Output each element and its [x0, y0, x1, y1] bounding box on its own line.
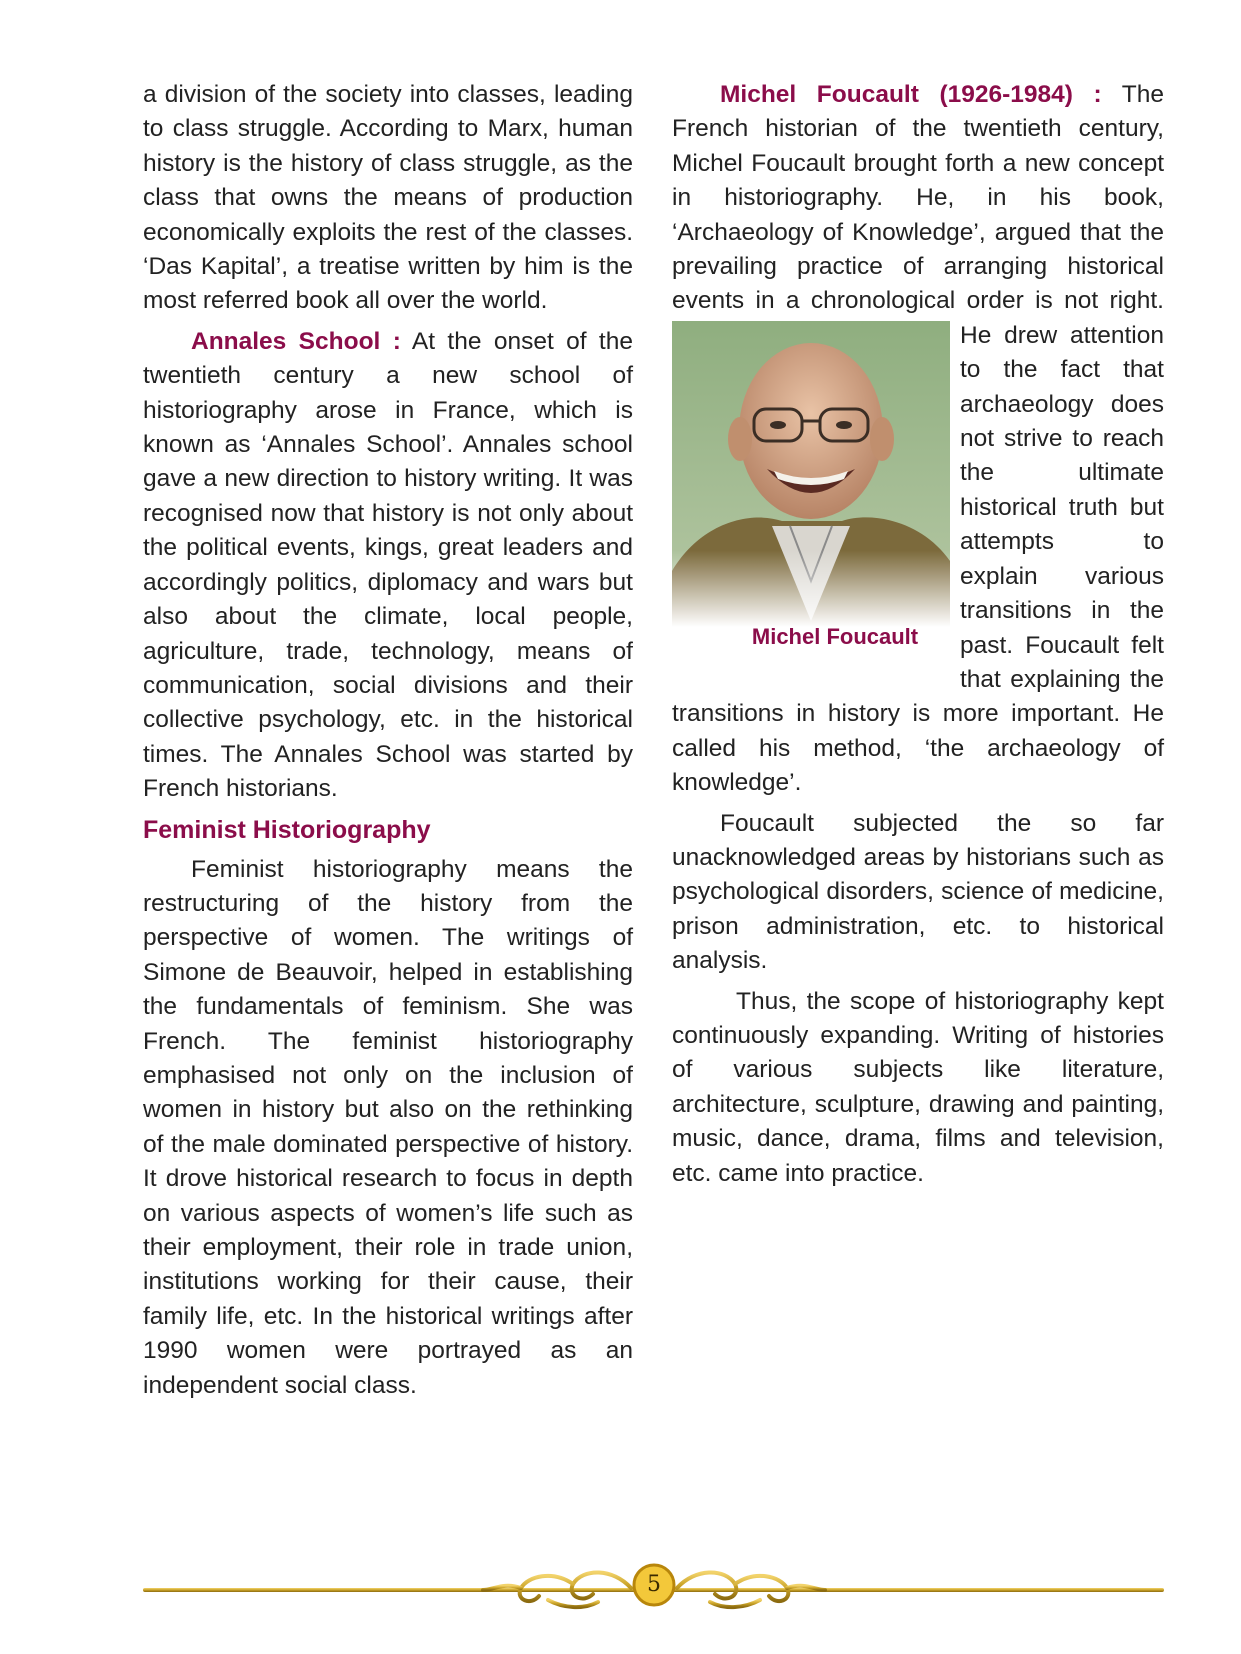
- right-column: [672, 78, 1164, 1197]
- marx-paragraph: a division of the society into classes, leading to class struggle. According to Marx, human history is the history of class struggle, as the class that owns the means of production economically exploits the rest of the classes. ‘Das Kapital’, a treatise written by him is the most referred book all over the world.: [143, 81, 633, 315]
- foucault-text-continued: is not right. He drew attention to the fact that archaeology does not strive to reach the ultimate historical truth but attempts to explain various transitions in the past. Foucault felt that explaining the transitions in history is more important. He called his method, ‘the archaeology of knowledge’.: [672, 287, 1164, 797]
- foucault-text: The French historian of the twentieth century, Michel Foucault brought forth a new concept in historiography. He, in his book, ‘Archaeology of Knowledge’, argued that the prevailing practice of arranging historical events in a chronological order: [672, 81, 1164, 315]
- annales-heading: Annales School :: [191, 327, 401, 355]
- foucault-subjects-paragraph: Foucault subjected the so far unacknowledged areas by historians such as psychological disorders, science of medicine, prison administration, etc. to historical analysis.: [672, 809, 1164, 975]
- foucault-heading: Michel Foucault (1926-1984) :: [720, 81, 1102, 108]
- scope-paragraph: Thus, the scope of historiography kept continuously expanding. Writing of histories of various subjects like literature, architecture, sculpture, drawing and painting, music, dance, drama, films and television, etc. came into practice.: [672, 987, 1164, 1187]
- foucault-portrait: [672, 321, 950, 627]
- page-number: 5: [647, 1572, 661, 1597]
- foucault-paragraph: [672, 78, 1164, 801]
- foucault-figure: [672, 321, 950, 667]
- feminist-heading: Feminist Historiography: [143, 815, 431, 844]
- left-column: [143, 78, 633, 1409]
- page-footer: [143, 1558, 1164, 1618]
- photo-caption: Michel Foucault: [751, 623, 919, 649]
- annales-text: At the onset of the twentieth century a new school of historiography arose in France, which is known as ‘Annales School’. Annales school gave a new direction to history writing. It was recognised now that history is not only about the political events, kings, great leaders and accordingly politics, diplomacy and wars but also about the climate, local people, agriculture, trade, technology, means of communication, social divisions and their collective psychology, etc. in the historical times. The Annales School was started by French historians.: [143, 327, 633, 803]
- annales-paragraph: [143, 325, 633, 807]
- feminist-paragraph: Feminist historiography means the restructuring of the history from the perspective of women. The writings of Simone de Beauvoir, helped in establishing the fundamentals of feminism. She was French. The feminist historiography emphasised not only on the inclusion of women in history but also on the rethinking of the male dominated perspective of history. It drove historical research to focus in depth on various aspects of women’s life such as their employment, their role in trade union, institutions working for their cause, their family life, etc. In the historical writings after 1990 women were portrayed as an independent social class.: [143, 855, 633, 1399]
